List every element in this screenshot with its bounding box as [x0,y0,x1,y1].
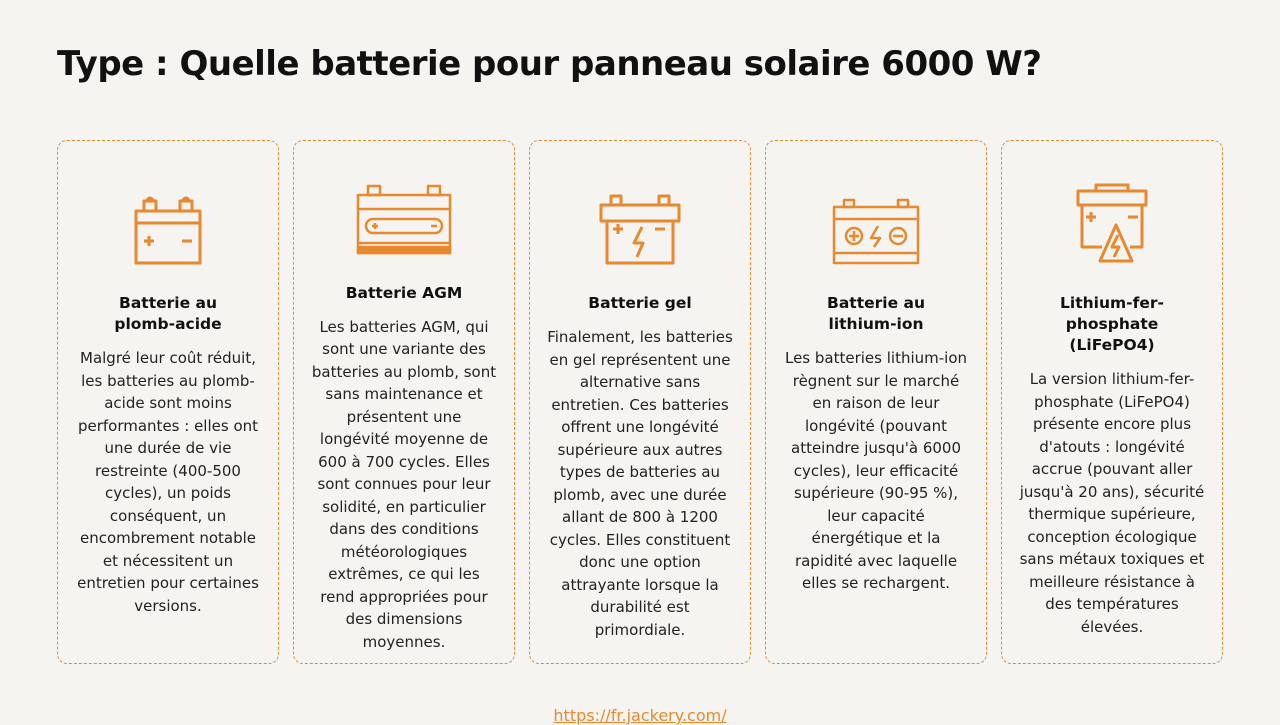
card-body: La version lithium-fer-phosphate (LiFePO4) présente encore plus d'atouts : longévité accrue (pouvant aller jusqu'à 20 ans), sécurité thermique supérieure, conception écologique sans métaux toxiques et meilleure résistance à des températures élevées. [1019,370,1205,636]
card-lead-acid [57,140,279,664]
battery-type-cards [57,140,1223,664]
card-body: Les batteries AGM, qui sont une variante des batteries au plomb, sont sans maintenance et présentent une longévité moyenne de 600 à 700 cycles. Elles sont connues pour leur solidité, en particulier dans des conditions météorologiques extrêmes, ce qui les rend appropriées pour des dimensions moyennes. [311,317,497,651]
lithium-battery-icon [826,177,926,267]
card-body: Finalement, les batteries en gel représentent une alternative sans entretien. Ces batteries offrent une longévité supérieure aux autres types de batteries au plomb, avec une durée allant de 800 à 1200 cycles. Elles constituent donc une option attrayante lorsque la durabilité est primordiale. [547,328,733,639]
card-title: Batterie au lithium-ion [827,294,925,333]
card-title: Batterie gel [588,294,692,312]
lead-acid-battery-icon [118,177,218,267]
gel-battery-icon [590,177,690,267]
agm-battery-icon [354,177,454,257]
card-gel [529,140,751,664]
page-title: Type : Quelle batterie pour panneau solaire 6000 W? [57,44,1042,84]
card-title: Batterie au plomb-acide [114,294,222,333]
card-body: Malgré leur coût réduit, les batteries au plomb-acide sont moins performantes : elles ont une durée de vie restreinte (400-500 cycles), un poids conséquent, un encombrement notable et nécessitent un entretien pour certaines versions. [77,349,259,615]
card-body: Les batteries lithium-ion règnent sur le marché en raison de leur longévité (pouvant atteindre jusqu'à 6000 cycles), leur efficacité supérieure (90-95 %), leur capacité énergétique et la rapidité avec laquelle elles se rechargent. [784,349,968,592]
card-title: Lithium-fer-phosphate (LiFePO4) [1060,294,1164,354]
card-title: Batterie AGM [345,283,463,302]
card-agm [293,140,515,664]
card-lithium-ion [765,140,987,664]
source-link[interactable]: https://fr.jackery.com/ [553,706,727,725]
card-lifepo4 [1001,140,1223,664]
lifepo4-battery-icon [1062,177,1162,267]
